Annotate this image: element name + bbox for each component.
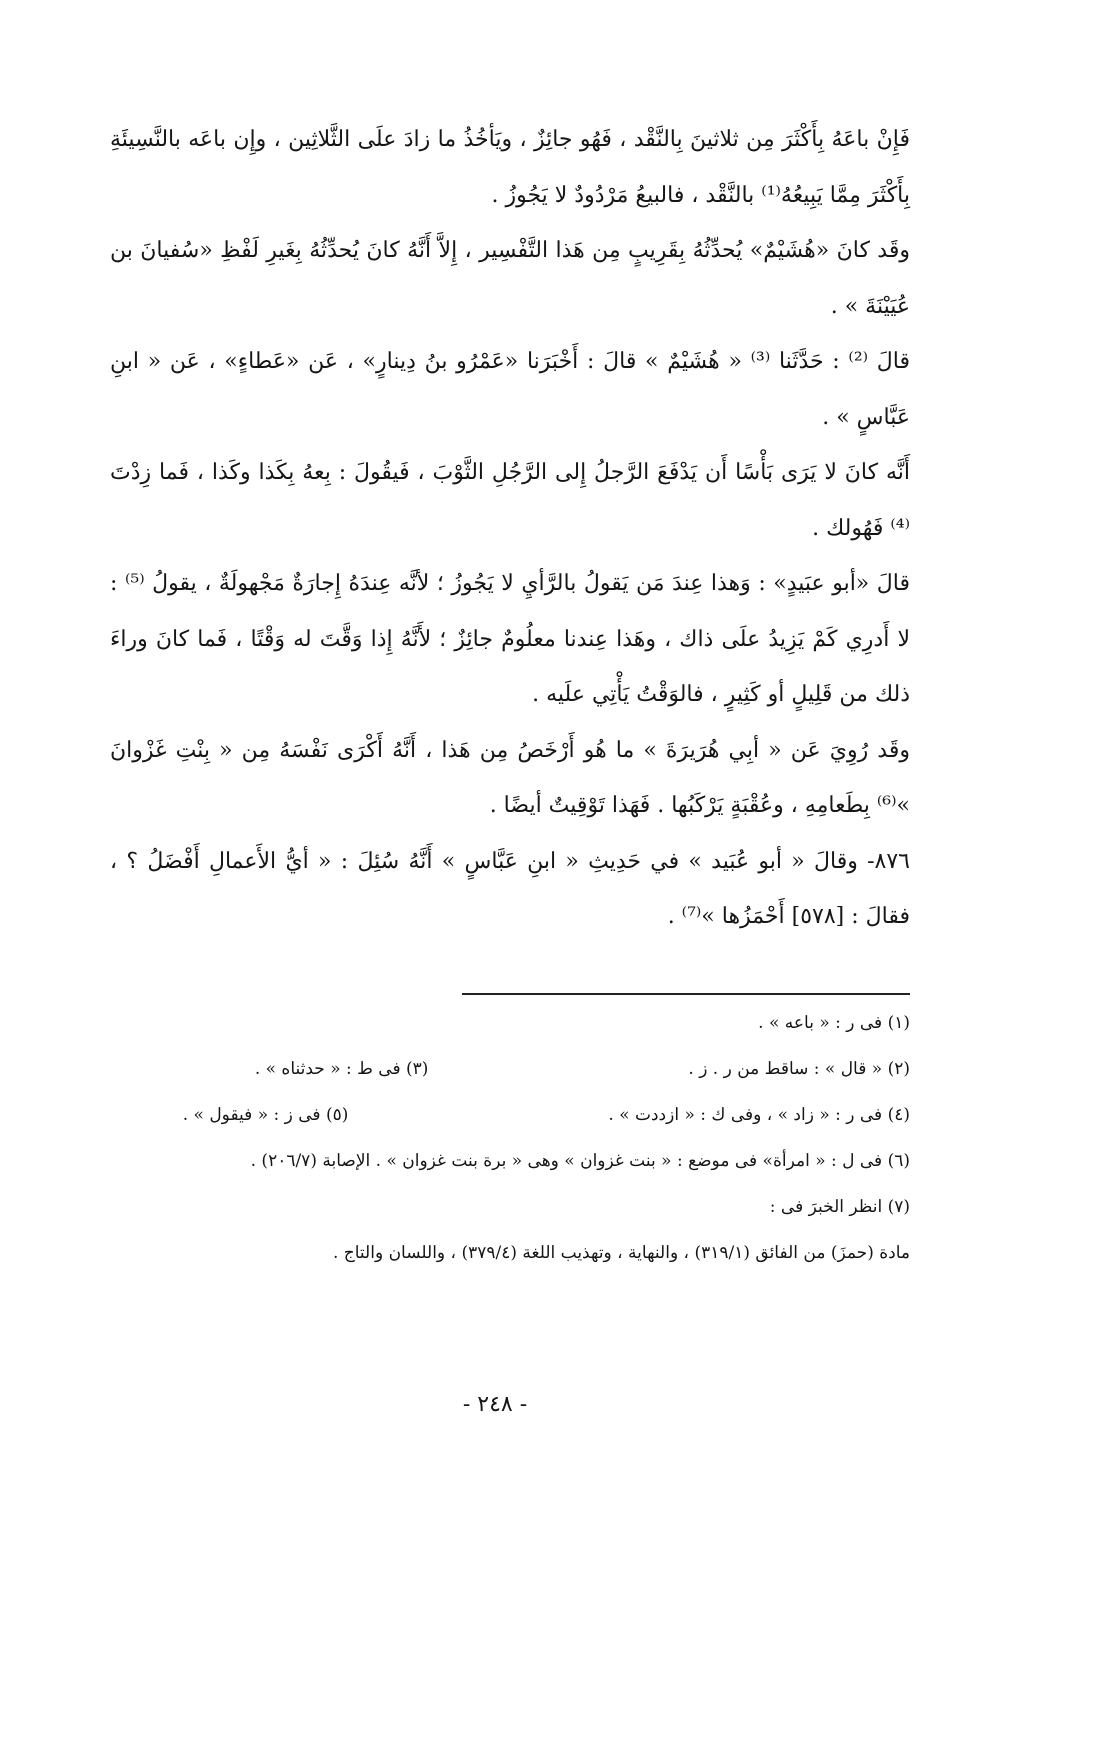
footnote-6: (٦) فى ل : « امرأة» فى موضع : « بنت غزوان » وهى « برة بنت غزوان » . الإصابة (٢٠٦/٧) .: [250, 1151, 910, 1171]
paragraph-2: وقَد كانَ «هُشَيْمٌ» يُحدِّثُهُ بِقَرِيبٍ مِن هَذا التَّفْسِير ، إِلاَّ أَنَّهُ كانَ يُحدِّثُهُ بِغَيرِ لَفْظِ «سُفيانَ بن عُيَيْنَةَ » .: [110, 238, 910, 319]
paragraph-4: أَنَّه كانَ لا يَرَى بَأْسًا أَن يَدْفَعَ الرَّجلُ إِلى الرَّجُلِ الثَّوْبَ ، فَيقُولَ : بِعهُ بِكَذا وكَذا ، فَما زِدْتَ ⁽⁴⁾ فَهُولك .: [110, 460, 910, 541]
footnote-row-4-5: [110, 1092, 910, 1138]
paragraph-1: فَإِنْ باعَهُ بِأَكْثَرَ مِن ثلاثينَ بِالنَّقْد ، فَهُو جائِزٌ ، ويَأخُذُ ما زادَ علَى الثَّلاثِين ، وإِن باعَه بالنَّسِيئَةِ بِأَكْثَرَ مِمَّا يَبِيعُهُ⁽¹⁾ بالنَّقْد ، فالبيعُ مَرْدُودٌ لا يَجُوزُ .: [110, 127, 910, 208]
footnote-1: (١) فى ر : « باعه » .: [758, 1013, 910, 1033]
paragraph-3: قالَ ⁽²⁾ : حَدَّثَنا ⁽³⁾ « هُشَيْمٌ » قالَ : أَخْبَرَنا «عَمْرُو بنُ دِينارٍ» ، عَن «عَطاءٍ» ، عَن « ابنِ عَبَّاسٍ » .: [110, 349, 910, 430]
footnote-7-intro: (٧) انظر الخبرَ فى :: [769, 1197, 910, 1217]
footnote-7-text: مادة (حمزَ) من الفائق (٣١٩/١) ، والنهاية ، وتهذيب اللغة (٣٧٩/٤) ، واللسان والتاج .: [332, 1243, 910, 1263]
main-text: [110, 112, 910, 945]
footnote-4: (٤) فى ر : « زاد » ، وفى ك : « ازددت » .: [608, 1105, 910, 1125]
paragraph-6: وقَد رُوِيَ عَن « أبِي هُرَيرَةَ » ما هُو أَرْخَصُ مِن هَذا ، أَنَّهُ أَكْرَى نَفْسَهُ مِن « بِنْتِ غَزْوانَ »⁽⁶⁾ بِطَعامِهِ ، وعُقْبَةٍ يَرْكَبُها . فَهَذا تَوْقِيتٌ أيضًا .: [110, 737, 910, 818]
footnote-divider: [462, 993, 910, 995]
footnote-2: (٢) « قال » : ساقط من ر . ز .: [688, 1059, 910, 1079]
page-number: - ٢٤٨ -: [462, 1392, 528, 1417]
footnote-row-2-3: [110, 1046, 910, 1092]
footnote-5: (٥) فى ز : « فيقول » .: [182, 1105, 349, 1125]
footnote-3: (٣) فى ط : « حدثناه » .: [254, 1059, 429, 1079]
paragraph-5: قالَ «أبو عبَيدٍ» : وَهذا عِندَ مَن يَقولُ بالرَّأيِ لا يَجُوزُ ؛ لأنَّه عِندَهُ إِجارَةٌ مَجْهولَةٌ ، يقولُ ⁽⁵⁾ : لا أَدرِي كَمْ يَزِيدُ علَى ذاك ، وهَذا عِندنا معلُومٌ جائِزٌ ؛ لأَنَّهُ إِذا وَقَّتَ له وَقْتًا ، فَما كانَ وراءَ ذلك من قَلِيلٍ أو كَثِيرٍ ، فالوَقْتُ يَأْتِي علَيه .: [110, 571, 910, 707]
footnotes: [110, 1000, 910, 1276]
paragraph-7: ٨٧٦- وقالَ « أبو عُبَيد » في حَدِيثِ « ابنِ عَبَّاسٍ » أَنَّهُ سُئِلَ : « أيُّ الأَعمالِ أَفْضَلُ ؟ ، فقالَ : [٥٧٨] أَحْمَزُها »⁽⁷⁾ .: [110, 848, 910, 929]
